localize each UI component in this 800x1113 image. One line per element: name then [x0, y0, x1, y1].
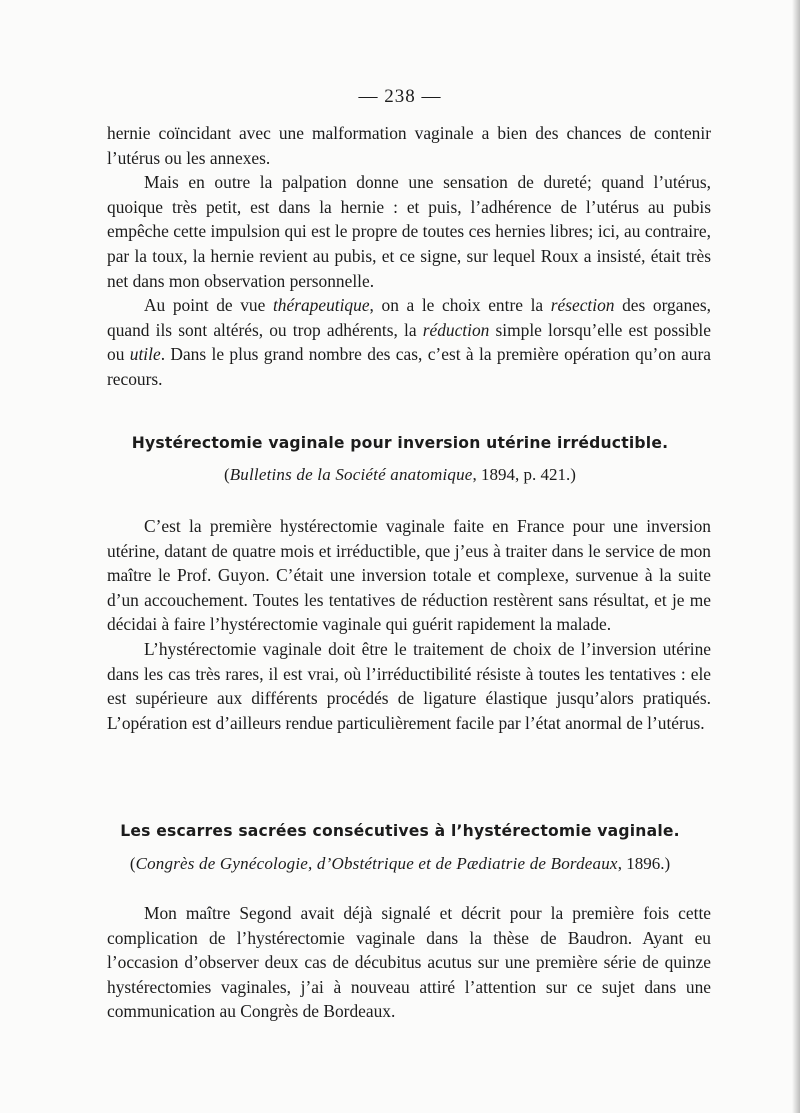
source-details: , 1896.) [617, 854, 671, 873]
section-source [60, 854, 740, 874]
page-edge-shadow [792, 0, 800, 1113]
text-run: , on a le choix entre la [369, 295, 551, 316]
paragraph: hernie coïncidant avec une malformation vaginale a bien des chances de contenir l’utérus ou les annexes. [107, 123, 711, 168]
text-run: Au point de vue [144, 295, 273, 316]
text-run: des organes, quand ils sont altérés, ou trop adhérents, la [107, 295, 711, 340]
section-title: Hystérectomie vaginale pour inversion utérine irréductible. [131, 434, 669, 452]
source-open: ( [224, 465, 230, 484]
section-title: Les escarres sacrées consécutives à l’hystérectomie vaginale. [120, 822, 680, 840]
page-number: — 238 — [358, 86, 442, 107]
paragraph: Mon maître Segond avait déjà signalé et décrit pour la première fois cette complication de l’hystérectomie vaginale dans la thèse de Baudron. Ayant eu l’occasion d’observer deux cas de décubitus acutus sur une première série de quinze hystérectomies vaginales, j’ai à nouveau attiré l’attention sur ce sujet dans une communication au Congrès de Bordeaux. [107, 903, 711, 1022]
source-title: Bulletins de la Société anatomique [229, 465, 473, 484]
source-details: , 1894, p. 421.) [472, 465, 576, 484]
section-body [107, 514, 711, 735]
source-title: Congrès de Gynécologie, d’Obstétrique et de Pædiatrie de Bordeaux [135, 854, 618, 873]
text-run: simple lorsqu’elle est possible ou [107, 319, 711, 365]
paragraph: Mais en outre la palpation donne une sensation de dureté; quand l’utérus, quoique très petit, est dans la hernie : et puis, l’adhérence de l’utérus au pubis empêche cette impulsion qui est le propre de toutes ces hernies libres; ici, au contraire, par la toux, la hernie revient au pubis, et ce signe, sur lequel Roux a insisté, était très net dans mon observation personnelle. [107, 172, 711, 291]
emphasis: réduction [422, 319, 490, 340]
emphasis: résection [550, 295, 615, 316]
section-body [107, 901, 711, 1024]
text-run: . Dans le plus grand nombre des cas, c’est à la première opération qu’on aura recours. [107, 344, 711, 389]
source-open: ( [129, 854, 136, 873]
emphasis: thérapeutique [272, 295, 370, 316]
paragraph: L’hystérectomie vaginale doit être le traitement de choix de l’inversion utérine dans les cas très rares, il est vrai, où l’irréductibilité résiste à toutes les tentatives : ele est supérieure aux différents procédés de ligature élastique jusqu’alors pratiqués. L’opération est d’ailleurs rendue particulièrement facile par l’état anormal de l’utérus. [107, 638, 711, 733]
paragraph: C’est la première hystérectomie vaginale faite en France pour une inversion utérine, datant de quatre mois et irréductible, que j’eus à traiter dans le service de mon maître le Prof. Guyon. C’était une inversion totale et complexe, survenue à la suite d’un accouchement. Toutes les tentatives de réduction restèrent sans résultat, et je me décidai à faire l’hystérectomie vaginale qui guérit rapidement la malade. [107, 516, 711, 635]
emphasis: utile [129, 344, 161, 365]
section-body [107, 121, 711, 392]
paragraph [107, 293, 711, 391]
section-source [60, 465, 740, 485]
